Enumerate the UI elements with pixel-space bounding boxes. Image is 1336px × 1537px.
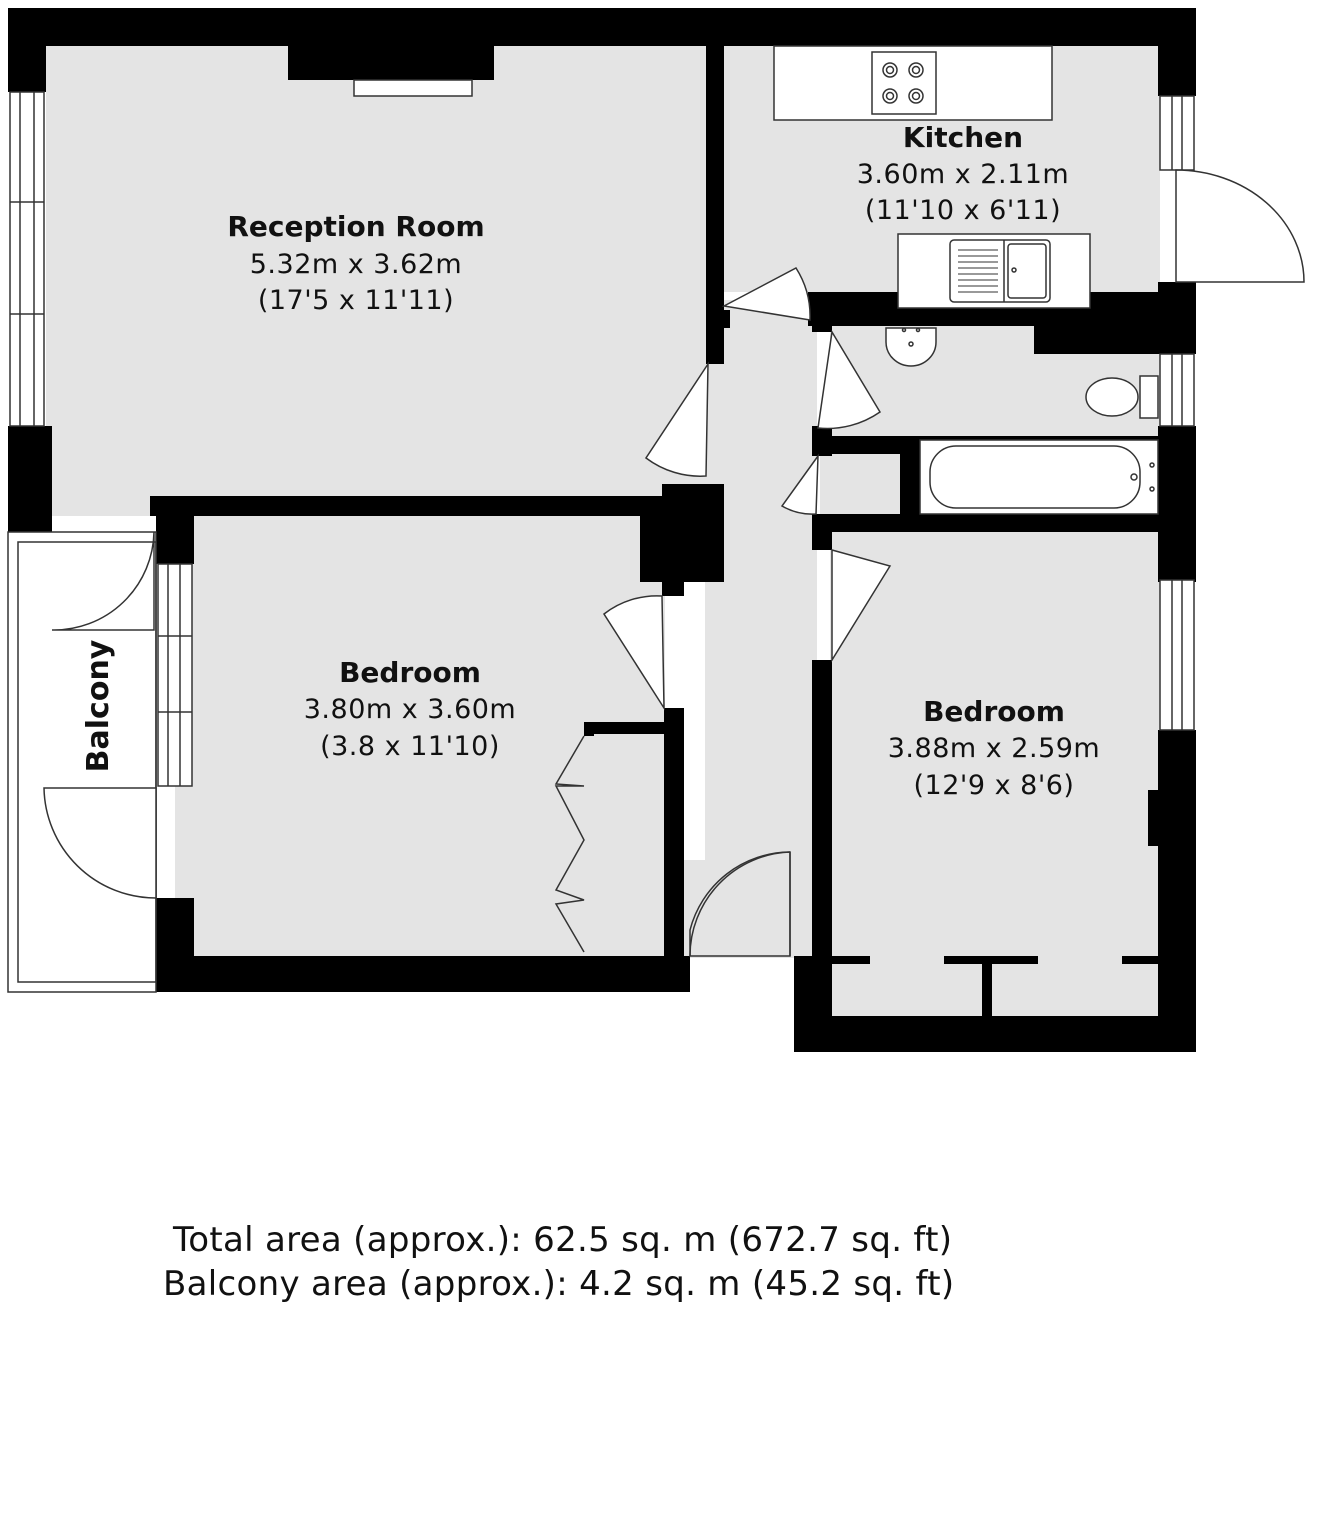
bedroom1-imperial: (3.8 x 11'10) [320, 731, 500, 762]
window-kitchen [1160, 96, 1194, 170]
wardrobe-rail-right [1122, 956, 1160, 964]
wall-left-lower [8, 426, 52, 532]
balcony-label: Balcony [81, 639, 116, 773]
wall-bedroom1-bottom [156, 956, 690, 992]
wall-bath-bottom-stub [812, 514, 832, 550]
reception-metric: 5.32m x 3.62m [249, 249, 463, 280]
bedroom1-name: Bedroom [339, 656, 481, 689]
wall-kitchen-stub [706, 310, 730, 328]
wall-left-upper [8, 8, 46, 92]
wall-reception-bedroom [150, 496, 724, 516]
wall-bedroom1-corner [640, 496, 724, 582]
door-kitchen-exterior [1176, 170, 1304, 282]
wall-bottom-outer [794, 1016, 1196, 1052]
window-bedroom2 [1160, 580, 1194, 730]
wall-bedroom2-right-upper [1158, 532, 1196, 580]
wall-bath-bottom [812, 514, 1158, 532]
wall-bathroom-left-stub [812, 310, 832, 332]
wardrobe-floor [830, 962, 1160, 1016]
reception-floor [46, 46, 708, 516]
wall-wardrobe-top [584, 722, 664, 734]
wc-cupboard-floor [820, 446, 904, 514]
window-bathroom [1160, 354, 1194, 426]
wall-bedroom2-right-lower [1158, 730, 1196, 1052]
wall-bedroom1-left-upper [156, 516, 194, 564]
chimney-breast [288, 46, 494, 80]
kitchen-name: Kitchen [902, 121, 1024, 154]
hob [872, 52, 936, 114]
reception-imperial: (17'5 x 11'11) [257, 285, 455, 316]
total-area-text: Total area (approx.): 62.5 sq. m (672.7 sq. ft) [173, 1220, 953, 1260]
wall-top [8, 8, 1196, 46]
toilet-bowl [1086, 378, 1138, 416]
toilet-cistern [1140, 376, 1158, 418]
wall-bedroom1-corner-stub [662, 576, 684, 596]
wall-bottom-left [794, 956, 832, 1052]
wardrobe-rail-left [830, 956, 870, 964]
bathtub-inner [930, 446, 1140, 508]
bedroom2-imperial: (12'9 x 8'6) [913, 770, 1075, 801]
wall-cupboard-right [900, 436, 920, 516]
balcony-area-text: Balcony area (approx.): 4.2 sq. m (45.2 sq. ft) [163, 1264, 955, 1304]
bedroom1-metric: 3.80m x 3.60m [303, 694, 517, 725]
wall-bedroom1-hall [664, 708, 684, 958]
bedroom2-metric: 3.88m x 2.59m [887, 733, 1101, 764]
window-reception [10, 92, 44, 426]
wall-bath-step [1034, 326, 1158, 354]
wall-kitchen-right-upper [1158, 46, 1196, 96]
reception-name: Reception Room [227, 210, 485, 243]
wall-wardrobe-post [584, 722, 594, 736]
wall-hall-bedroom2 [812, 660, 832, 962]
kitchen-metric: 3.60m x 2.11m [856, 159, 1070, 190]
window-fireplace-hearth [354, 80, 472, 96]
kitchen-imperial: (11'10 x 6'11) [864, 195, 1062, 226]
wall-bedroom2-radiator [1148, 790, 1168, 846]
wardrobe-divider [982, 956, 992, 1016]
bedroom2-name: Bedroom [923, 695, 1065, 728]
window-bedroom1 [158, 564, 192, 786]
